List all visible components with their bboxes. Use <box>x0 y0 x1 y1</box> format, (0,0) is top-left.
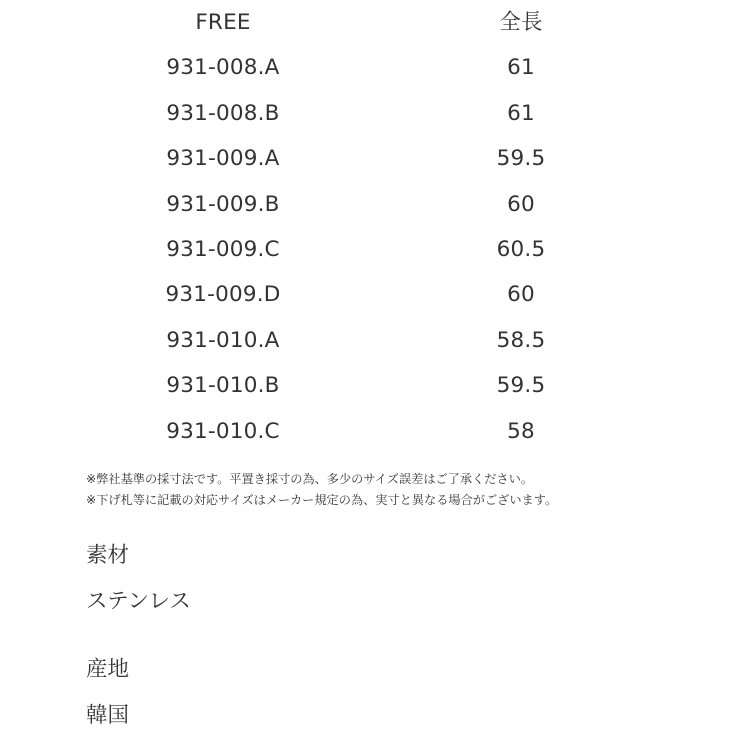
material-label: 素材 <box>86 543 130 568</box>
table-row <box>0 188 740 233</box>
size-label-note: ※下げ札等に記載の対応サイズはメーカー規定の為、実寸と異なる場合がございます。 <box>86 492 558 507</box>
material-value: ステンレス <box>86 589 191 614</box>
table-row <box>0 415 740 460</box>
length-value: 58 <box>507 418 535 444</box>
measurement-note: ※弊社基準の採寸法です。平置き採寸の為、多少のサイズ誤差はご了承ください。 <box>86 472 534 486</box>
product-code: 931-008.A <box>166 55 280 81</box>
table-row <box>0 142 740 187</box>
table-row <box>0 233 740 278</box>
table-row <box>0 51 740 96</box>
table-row <box>0 324 740 369</box>
product-code: 931-009.C <box>166 236 280 262</box>
length-value: 60 <box>507 191 535 217</box>
size-table <box>0 6 740 460</box>
length-value: 60.5 <box>496 236 546 262</box>
length-value: 61 <box>507 100 535 126</box>
length-column-header: 全長 <box>499 10 543 35</box>
table-header-row <box>0 6 740 51</box>
length-value: 59.5 <box>496 146 546 172</box>
product-code: 931-010.B <box>166 373 280 399</box>
length-value: 61 <box>507 55 535 81</box>
origin-value: 韓国 <box>86 703 130 728</box>
product-code: 931-008.B <box>166 100 280 126</box>
length-value: 58.5 <box>496 327 546 353</box>
size-column-header: FREE <box>195 10 251 35</box>
product-code: 931-009.D <box>165 282 281 308</box>
origin-label: 産地 <box>86 657 130 682</box>
measurement-notes <box>86 469 726 510</box>
product-code: 931-009.B <box>166 191 280 217</box>
product-code: 931-009.A <box>166 146 280 172</box>
length-value: 60 <box>507 282 535 308</box>
table-row <box>0 278 740 323</box>
product-code: 931-010.A <box>166 327 280 353</box>
product-code: 931-010.C <box>166 418 280 444</box>
table-row <box>0 369 740 414</box>
table-row <box>0 97 740 142</box>
length-value: 59.5 <box>496 373 546 399</box>
